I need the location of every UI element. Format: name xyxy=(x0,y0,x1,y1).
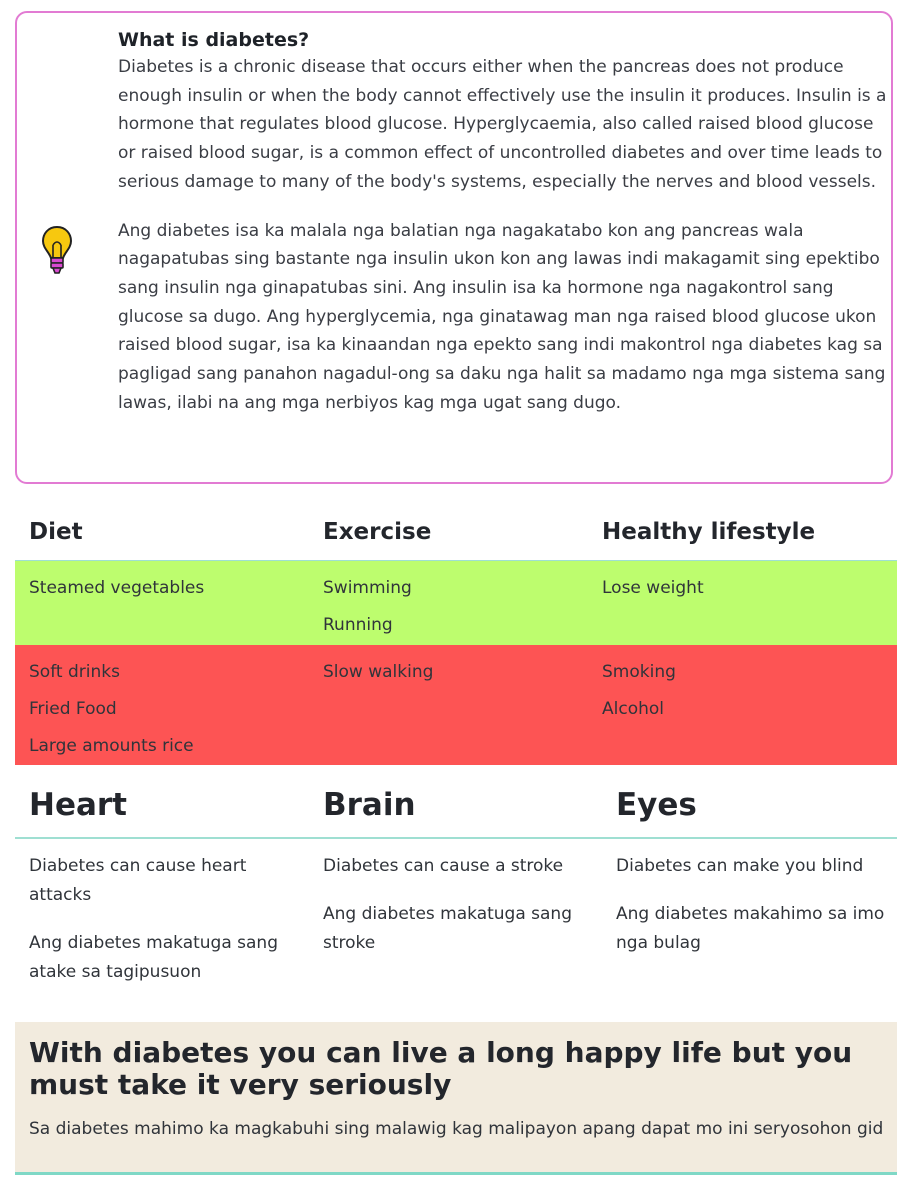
good-exercise-list xyxy=(323,570,412,644)
diet-header: Diet xyxy=(29,519,83,545)
heart-column xyxy=(29,852,299,987)
brain-column xyxy=(323,852,593,958)
list-item: Running xyxy=(323,615,393,635)
eyes-column xyxy=(616,852,891,958)
exercise-header: Exercise xyxy=(323,519,432,545)
complications-header xyxy=(15,785,897,839)
bad-lifestyle-list xyxy=(602,654,676,728)
complications-body xyxy=(15,840,897,990)
list-item: Slow walking xyxy=(323,662,434,682)
list-item: Lose weight xyxy=(602,578,704,598)
callout-title: What is diabetes? xyxy=(118,29,310,51)
banner-subtitle: Sa diabetes mahimo ka magkabuhi sing malawig kag malipayon apang dapat mo ini seryosohon gid xyxy=(29,1119,884,1139)
brain-english: Diabetes can cause a stroke xyxy=(323,856,564,876)
brain-header: Brain xyxy=(323,787,416,823)
closing-banner xyxy=(15,1022,897,1175)
what-is-diabetes-callout xyxy=(15,11,893,484)
lightbulb-icon xyxy=(41,225,73,277)
lifestyle-table-header xyxy=(15,515,897,562)
eyes-english: Diabetes can make you blind xyxy=(616,856,864,876)
list-item: Steamed vegetables xyxy=(29,578,205,598)
heart-header: Heart xyxy=(29,787,127,823)
brain-hiligaynon: Ang diabetes makatuga sang stroke xyxy=(323,904,572,953)
list-item: Fried Food xyxy=(29,699,117,719)
definition-hiligaynon: Ang diabetes isa ka malala nga balatian nga nagakatabo kon ang pancreas wala nagapatubas sing bastante nga insulin ukon kon ang lawas indi makagamit sing epektibo sang insulin nga ginapatubas sini. Ang insulin isa ka hormone nga nagakontrol sang glucose sa dugo. Ang hyperglycemia, nga ginatawag man nga raised blood glucose ukon raised blood sugar, isa ka kinaandan nga epekto sang indi makontrol nga diabetes kag sa pagligad sang panahon nagadul-ong sa daku nga halit sa madamo nga mga sistema sang lawas, ilabi na ang mga nerbiyos kag mga ugat sang dugo. xyxy=(118,220,886,413)
banner-title: With diabetes you can live a long happy life but you must take it very seriously xyxy=(29,1036,853,1101)
list-item: Swimming xyxy=(323,578,412,598)
recommended-row xyxy=(15,561,897,645)
list-item: Smoking xyxy=(602,662,676,682)
good-diet-list xyxy=(29,570,204,607)
eyes-header: Eyes xyxy=(616,787,697,823)
list-item: Alcohol xyxy=(602,699,664,719)
bad-exercise-list xyxy=(323,654,433,691)
eyes-hiligaynon: Ang diabetes makahimo sa imo nga bulag xyxy=(616,904,885,953)
definition-english: Diabetes is a chronic disease that occurs either when the pancreas does not produce enough insulin or when the body cannot effectively use the insulin it produces. Insulin is a hormone that regulates blood glucose. Hyperglycaemia, also called raised blood glucose or raised blood sugar, is a common effect of uncontrolled diabetes and over time leads to serious damage to many of the body's systems, especially the nerves and blood vessels. xyxy=(118,57,887,192)
heart-english: Diabetes can cause heart attacks xyxy=(29,856,247,905)
healthy-lifestyle-header: Healthy lifestyle xyxy=(602,519,816,545)
avoid-row xyxy=(15,645,897,765)
heart-hiligaynon: Ang diabetes makatuga sang atake sa tagipusuon xyxy=(29,933,278,982)
list-item: Large amounts rice xyxy=(29,736,194,756)
list-item: Soft drinks xyxy=(29,662,120,682)
good-lifestyle-list xyxy=(602,570,704,607)
bad-diet-list xyxy=(29,654,194,765)
